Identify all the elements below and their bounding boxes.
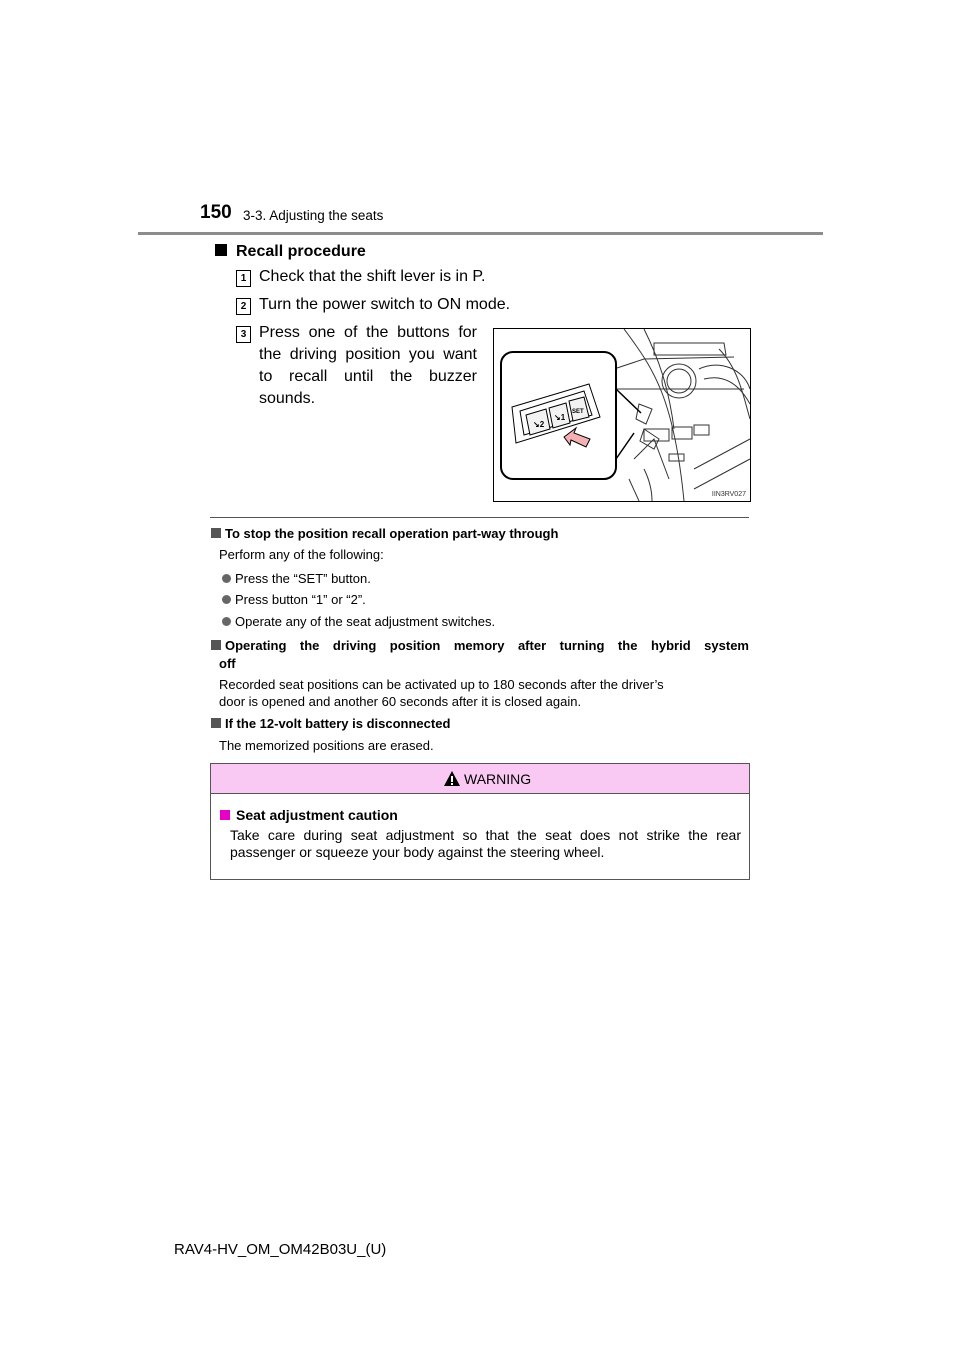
- recall-heading: [215, 243, 366, 261]
- warning-subheading: [220, 807, 398, 823]
- square-bullet-icon: [211, 718, 221, 728]
- note-1-bullet-2: [222, 591, 366, 608]
- square-bullet-icon: [220, 810, 230, 820]
- warning-label: WARNING: [464, 771, 532, 787]
- step-2-text: Turn the power switch to ON mode.: [259, 296, 511, 313]
- square-bullet-icon: [211, 528, 221, 538]
- note-2-body-line1: Recorded seat positions can be activated up to 180 seconds after the driver’s: [219, 677, 664, 692]
- bullet-text: Press the “SET” button.: [235, 571, 371, 586]
- step-number-2: 2: [236, 298, 251, 315]
- button-1-label: ↘1: [554, 413, 566, 422]
- note-2-heading-line1: Operating the driving position memory after turning the hybrid system: [225, 638, 749, 653]
- step-number-1: 1: [236, 270, 251, 287]
- dashboard-illustration: [494, 329, 750, 501]
- warning-body: Take care during seat adjustment so that the seat does not strike the rear passenger or squeeze your body against the steering wheel.: [230, 827, 741, 860]
- note-2-heading: [211, 637, 749, 654]
- bullet-text: Operate any of the seat adjustment switches.: [235, 614, 496, 629]
- square-bullet-icon: [211, 640, 221, 650]
- note-3-heading: [211, 715, 450, 732]
- bullet-text: Press button “1” or “2”.: [235, 592, 366, 607]
- warning-box: [210, 763, 750, 880]
- note-3-body: The memorized positions are erased.: [219, 738, 434, 753]
- note-3-heading-text: If the 12-volt battery is disconnected: [225, 716, 451, 731]
- note-2-body-line2: door is opened and another 60 seconds after it is closed again.: [219, 694, 582, 709]
- button-set-label: SET: [572, 409, 584, 415]
- note-1-bullet-3: [222, 613, 495, 630]
- note-1-heading: [211, 525, 558, 542]
- note-2-heading-line2: off: [219, 656, 236, 671]
- step-1-text: Check that the shift lever is in P.: [259, 268, 486, 285]
- section-title: 3-3. Adjusting the seats: [243, 208, 384, 223]
- step-3-text: Press one of the buttons for the driving position you want to recall until the buzzer sounds.: [259, 324, 477, 407]
- warning-subheading-text: Seat adjustment caution: [236, 807, 398, 823]
- recall-heading-text: Recall procedure: [236, 243, 366, 260]
- figure-code: IIN3RV027: [711, 491, 746, 498]
- header-rule: [138, 232, 823, 235]
- square-bullet-icon: [215, 244, 227, 256]
- notes-divider: [210, 517, 749, 518]
- note-1-heading-text: To stop the position recall operation part-way through: [225, 526, 559, 541]
- note-1-intro: Perform any of the following:: [219, 547, 384, 562]
- bullet-dot-icon: [222, 617, 231, 626]
- note-1-bullet-1: [222, 570, 371, 587]
- bullet-dot-icon: [222, 595, 231, 604]
- step-number-3: 3: [236, 326, 251, 343]
- bullet-dot-icon: [222, 574, 231, 583]
- page-number: 150: [200, 202, 232, 223]
- footer-code: RAV4-HV_OM_OM42B03U_(U): [174, 1241, 387, 1258]
- warning-triangle-icon: [443, 770, 461, 787]
- figure-memory-buttons: [493, 328, 751, 502]
- button-2-label: ↘2: [533, 420, 545, 429]
- warning-header: [211, 764, 749, 794]
